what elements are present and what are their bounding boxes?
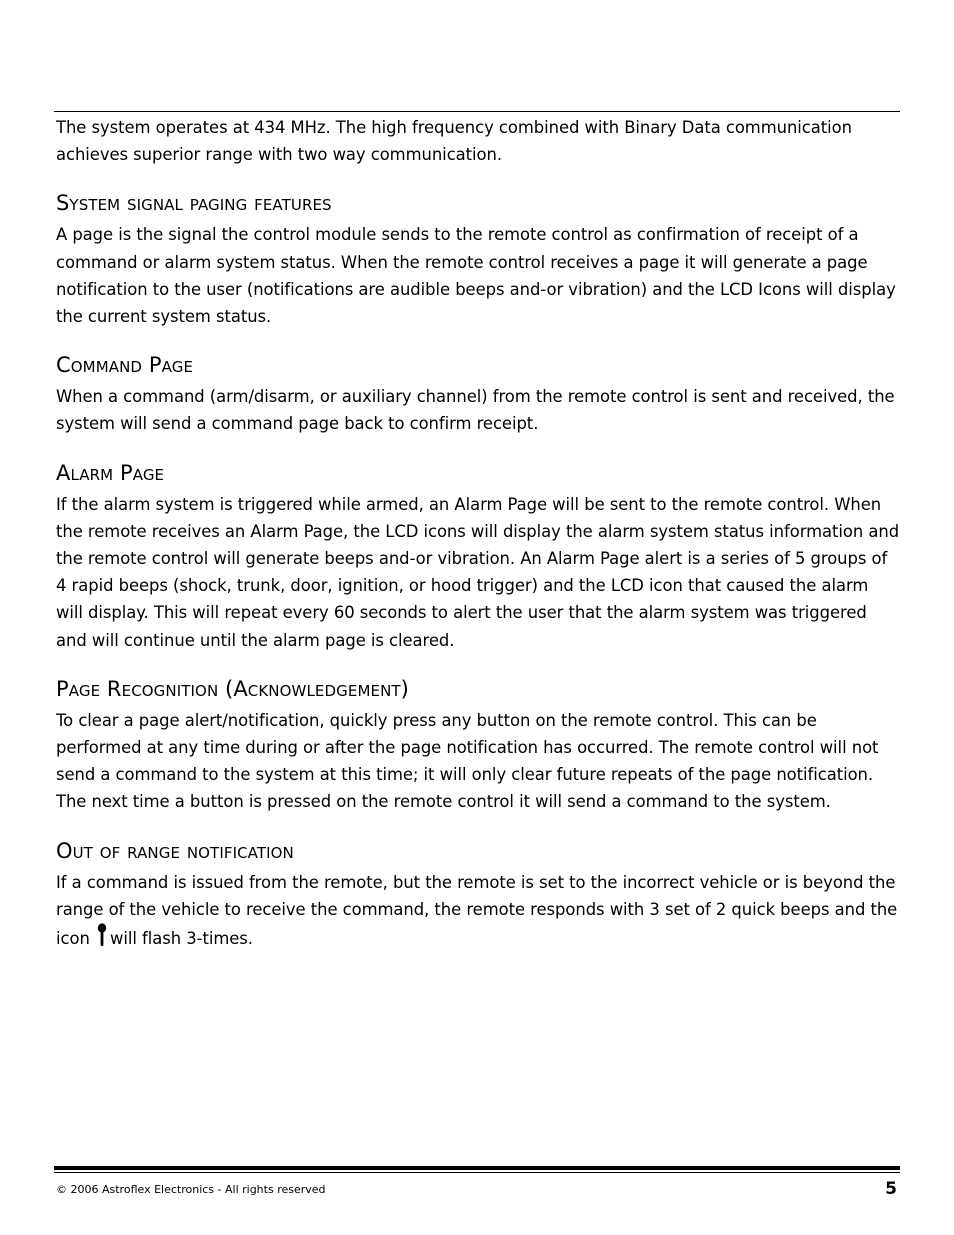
page-content xyxy=(56,114,900,952)
intro-paragraph: The system operates at 434 MHz. The high frequency combined with Binary Data communication achieves superior range with two way communication. xyxy=(56,118,852,165)
footer-divider-thick xyxy=(54,1166,900,1170)
section-body-page-recognition: To clear a page alert/notification, quickly press any button on the remote control. This can be performed at any time during or after the page notification has occurred. The remote control will not send a command to the system at this time; it will only clear future repeats of the page notification. The next time a button is pressed on the remote control it will send a command to the system. xyxy=(56,710,879,812)
section-heading-alarm-page: Alarm Page xyxy=(56,460,165,485)
copyright-notice: © 2006 Astroflex Electronics - All rights reserved xyxy=(56,1183,326,1196)
header-divider xyxy=(54,111,900,112)
section-heading-out-of-range: Out of range notification xyxy=(56,838,294,863)
section-body-paging-features: A page is the signal the control module sends to the remote control as confirmation of receipt of a command or alarm system status. When the remote control receives a page it will generate a page notification to the user (notifications are audible beeps and-or vibration) and the LCD Icons will display the current system status. xyxy=(56,225,896,327)
antenna-icon xyxy=(96,923,108,947)
section-heading-command-page: Command Page xyxy=(56,353,194,378)
footer-divider-thin xyxy=(54,1172,900,1173)
section-body-command-page: When a command (arm/disarm, or auxiliary channel) from the remote control is sent and received, the system will send a command page back to confirm receipt. xyxy=(56,387,895,434)
out-of-range-text-before: If a command is issued from the remote, but the remote is set to the incorrect vehicle or is beyond the range of the vehicle to receive the command, the remote responds with 3 set of 2 quick beeps and the icon xyxy=(56,872,898,949)
section-heading-page-recognition: Page Recognition (Acknowledgement) xyxy=(56,676,409,701)
section-body-out-of-range xyxy=(56,869,900,953)
page-number: 5 xyxy=(885,1179,897,1199)
out-of-range-text-after: will flash 3-times. xyxy=(109,929,253,949)
section-heading-paging-features: System signal paging features xyxy=(56,191,332,216)
section-body-alarm-page: If the alarm system is triggered while armed, an Alarm Page will be sent to the remote control. When the remote receives an Alarm Page, the LCD icons will display the alarm system status information and the remote control will generate beeps and-or vibration. An Alarm Page alert is a series of 5 groups of 4 rapid beeps (shock, trunk, door, ignition, or hood trigger) and the LCD icon that caused the alarm will display. This will repeat every 60 seconds to alert the user that the alarm system was triggered and will continue until the alarm page is cleared. xyxy=(56,494,900,650)
